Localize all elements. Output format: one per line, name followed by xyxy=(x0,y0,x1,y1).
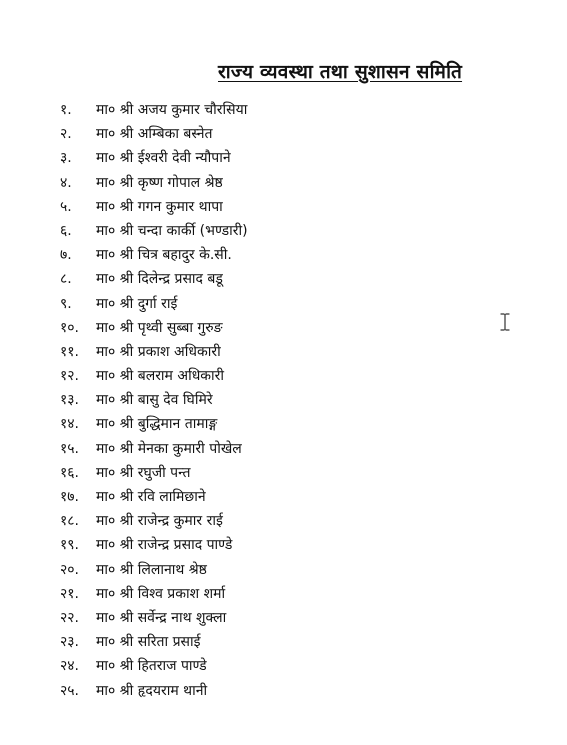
list-item xyxy=(0,267,567,291)
member-number: २५. xyxy=(60,682,80,699)
list-item xyxy=(0,98,567,122)
list-item xyxy=(0,340,567,364)
member-name: मा० श्री बासु देव घिमिरे xyxy=(96,392,213,409)
member-name: मा० श्री अम्बिका बस्नेत xyxy=(96,126,213,143)
member-name: मा० श्री मेनका कुमारी पोखेल xyxy=(96,440,242,457)
list-item xyxy=(0,679,567,703)
member-number: २३. xyxy=(60,634,80,651)
member-number: १०. xyxy=(60,319,80,336)
member-name: मा० श्री विश्व प्रकाश शर्मा xyxy=(96,585,226,602)
list-item xyxy=(0,582,567,606)
member-number: ११. xyxy=(60,343,80,360)
member-name: मा० श्री गगन कुमार थापा xyxy=(96,198,223,215)
member-number: ४. xyxy=(60,174,72,191)
list-item xyxy=(0,364,567,388)
member-name: मा० श्री प्रकाश अधिकारी xyxy=(96,343,221,360)
member-number: १२. xyxy=(60,368,80,385)
member-number: ५. xyxy=(60,198,72,215)
member-name: मा० श्री राजेन्द्र प्रसाद पाण्डे xyxy=(96,537,233,554)
list-item xyxy=(0,606,567,630)
member-number: ९. xyxy=(60,295,72,312)
member-name: मा० श्री हृदयराम थानी xyxy=(96,682,208,699)
member-number: १८. xyxy=(60,513,80,530)
member-number: १९. xyxy=(60,537,80,554)
member-name: मा० श्री बुद्धिमान तामाङ्ग xyxy=(96,416,218,433)
list-item xyxy=(0,122,567,146)
member-number: १७. xyxy=(60,489,80,505)
member-name: मा० श्री अजय कुमार चौरसिया xyxy=(96,102,248,118)
member-number: २०. xyxy=(60,561,80,578)
member-name: मा० श्री सरिता प्रसाई xyxy=(96,634,201,651)
member-number: १३. xyxy=(60,392,80,409)
member-number: १५. xyxy=(60,440,80,457)
list-item xyxy=(0,146,567,170)
member-number: १६. xyxy=(60,464,80,481)
member-number: ६. xyxy=(60,222,72,239)
list-item xyxy=(0,243,567,267)
member-number: ३. xyxy=(60,150,72,167)
member-number: २४. xyxy=(60,658,80,675)
member-number: ८. xyxy=(60,271,72,288)
list-item xyxy=(0,654,567,678)
member-name: मा० श्री राजेन्द्र कुमार राई xyxy=(96,513,223,530)
member-list xyxy=(0,98,567,703)
member-name: मा० श्री हितराज पाण्डे xyxy=(96,658,207,675)
member-number: २. xyxy=(60,126,72,143)
member-number: १. xyxy=(60,102,72,118)
list-item xyxy=(0,533,567,557)
member-name: मा० श्री ईश्वरी देवी न्यौपाने xyxy=(96,150,231,167)
document-title: राज्य व्यवस्था तथा सुशासन समिति xyxy=(218,61,463,83)
member-name: मा० श्री पृथ्वी सुब्बा गुरुङ xyxy=(96,319,223,336)
member-number: २२. xyxy=(60,609,80,626)
list-item xyxy=(0,171,567,195)
member-name: मा० श्री रघुजी पन्त xyxy=(96,464,191,481)
list-item xyxy=(0,292,567,316)
list-item xyxy=(0,558,567,582)
member-name: मा० श्री चन्दा कार्की (भण्डारी) xyxy=(96,222,248,239)
member-name: मा० श्री लिलानाथ श्रेष्ठ xyxy=(96,561,207,578)
member-name: मा० श्री चित्र बहादुर के.सी. xyxy=(96,247,232,264)
list-item xyxy=(0,388,567,412)
member-name: मा० श्री कृष्ण गोपाल श्रेष्ठ xyxy=(96,174,223,191)
list-item xyxy=(0,509,567,533)
list-item xyxy=(0,437,567,461)
member-number: १४. xyxy=(60,416,80,433)
list-item xyxy=(0,630,567,654)
member-name: मा० श्री दुर्गा राई xyxy=(96,295,178,312)
list-item xyxy=(0,195,567,219)
member-number: २१. xyxy=(60,585,80,602)
list-item xyxy=(0,316,567,340)
member-name: मा० श्री सर्वेन्द्र नाथ शुक्ला xyxy=(96,609,227,626)
member-name: मा० श्री दिलेन्द्र प्रसाद बडू xyxy=(96,271,223,288)
member-name: मा० श्री बलराम अधिकारी xyxy=(96,368,225,385)
member-number: ७. xyxy=(60,247,72,264)
list-item xyxy=(0,219,567,243)
list-item xyxy=(0,461,567,485)
member-name: मा० श्री रवि लामिछाने xyxy=(96,489,206,505)
list-item xyxy=(0,485,567,509)
text-cursor-icon xyxy=(499,313,511,331)
list-item xyxy=(0,412,567,436)
